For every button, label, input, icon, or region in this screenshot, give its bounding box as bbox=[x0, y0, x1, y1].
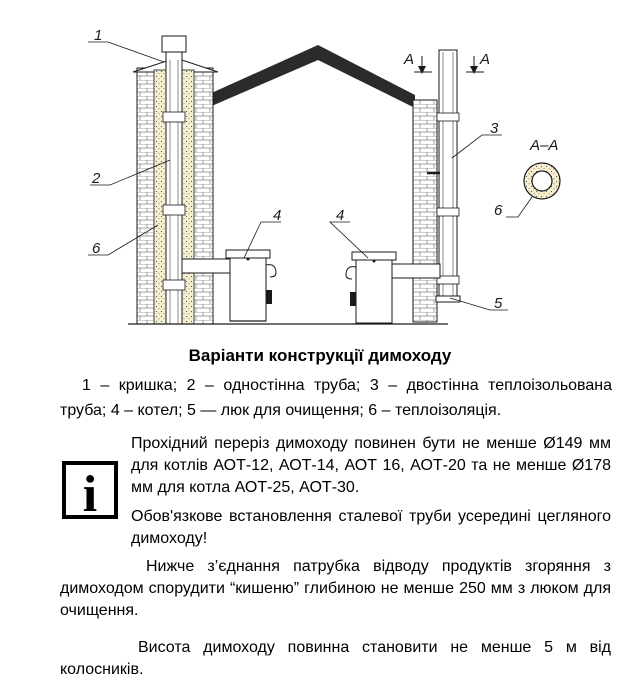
note-height: Висота димоходу повинна становити не менше 5 м від колосників. bbox=[60, 639, 611, 678]
chimney-diagram bbox=[0, 0, 640, 340]
label-3: 3 bbox=[490, 120, 499, 137]
label-4-right: 4 bbox=[336, 207, 345, 224]
section-label-a-left: A bbox=[404, 51, 415, 68]
section-aa-ring bbox=[524, 163, 560, 199]
info-icon bbox=[62, 461, 118, 519]
label-2: 2 bbox=[92, 170, 101, 187]
left-brick-chimney bbox=[133, 36, 234, 324]
note-pocket: Нижче з’єднання патрубка відводу продуктів згоряння з димоходом спорудити “кишеню” глибиною не менше 250 мм з люком для очищення. bbox=[60, 558, 611, 619]
figure-legend: 1 – кришка; 2 – одностінна труба; 3 – двостінна теплоізольована труба; 4 – котел; 5 — люк для очищення; 6 – теплоізоляція. bbox=[60, 377, 612, 419]
label-6-right: 6 bbox=[494, 202, 503, 219]
note-cross-section: Прохідний переріз димоходу повинен бути не менше Ø149 мм для котлів АОТ-12, АОТ-14, АОТ 16, АОТ-20 та не менше Ø178 мм для котла АОТ-25, АОТ-30. bbox=[131, 435, 611, 496]
label-6-left: 6 bbox=[92, 240, 101, 257]
label-1: 1 bbox=[94, 27, 103, 44]
note-steel-pipe: Обов'язкове встановлення сталевої труби усередині цегляного димоходу! bbox=[131, 508, 611, 547]
section-label-aa: A–A bbox=[530, 137, 559, 154]
figure-caption: Варіанти конструкції димоходу bbox=[188, 346, 452, 365]
svg-text:i: i bbox=[82, 466, 98, 519]
right-brick-wall bbox=[413, 100, 437, 322]
boiler-left bbox=[226, 250, 276, 321]
label-4-left: 4 bbox=[273, 207, 282, 224]
section-label-a-right: A bbox=[480, 51, 491, 68]
boiler-right bbox=[346, 252, 396, 323]
roof bbox=[207, 45, 415, 108]
label-5: 5 bbox=[494, 295, 503, 312]
